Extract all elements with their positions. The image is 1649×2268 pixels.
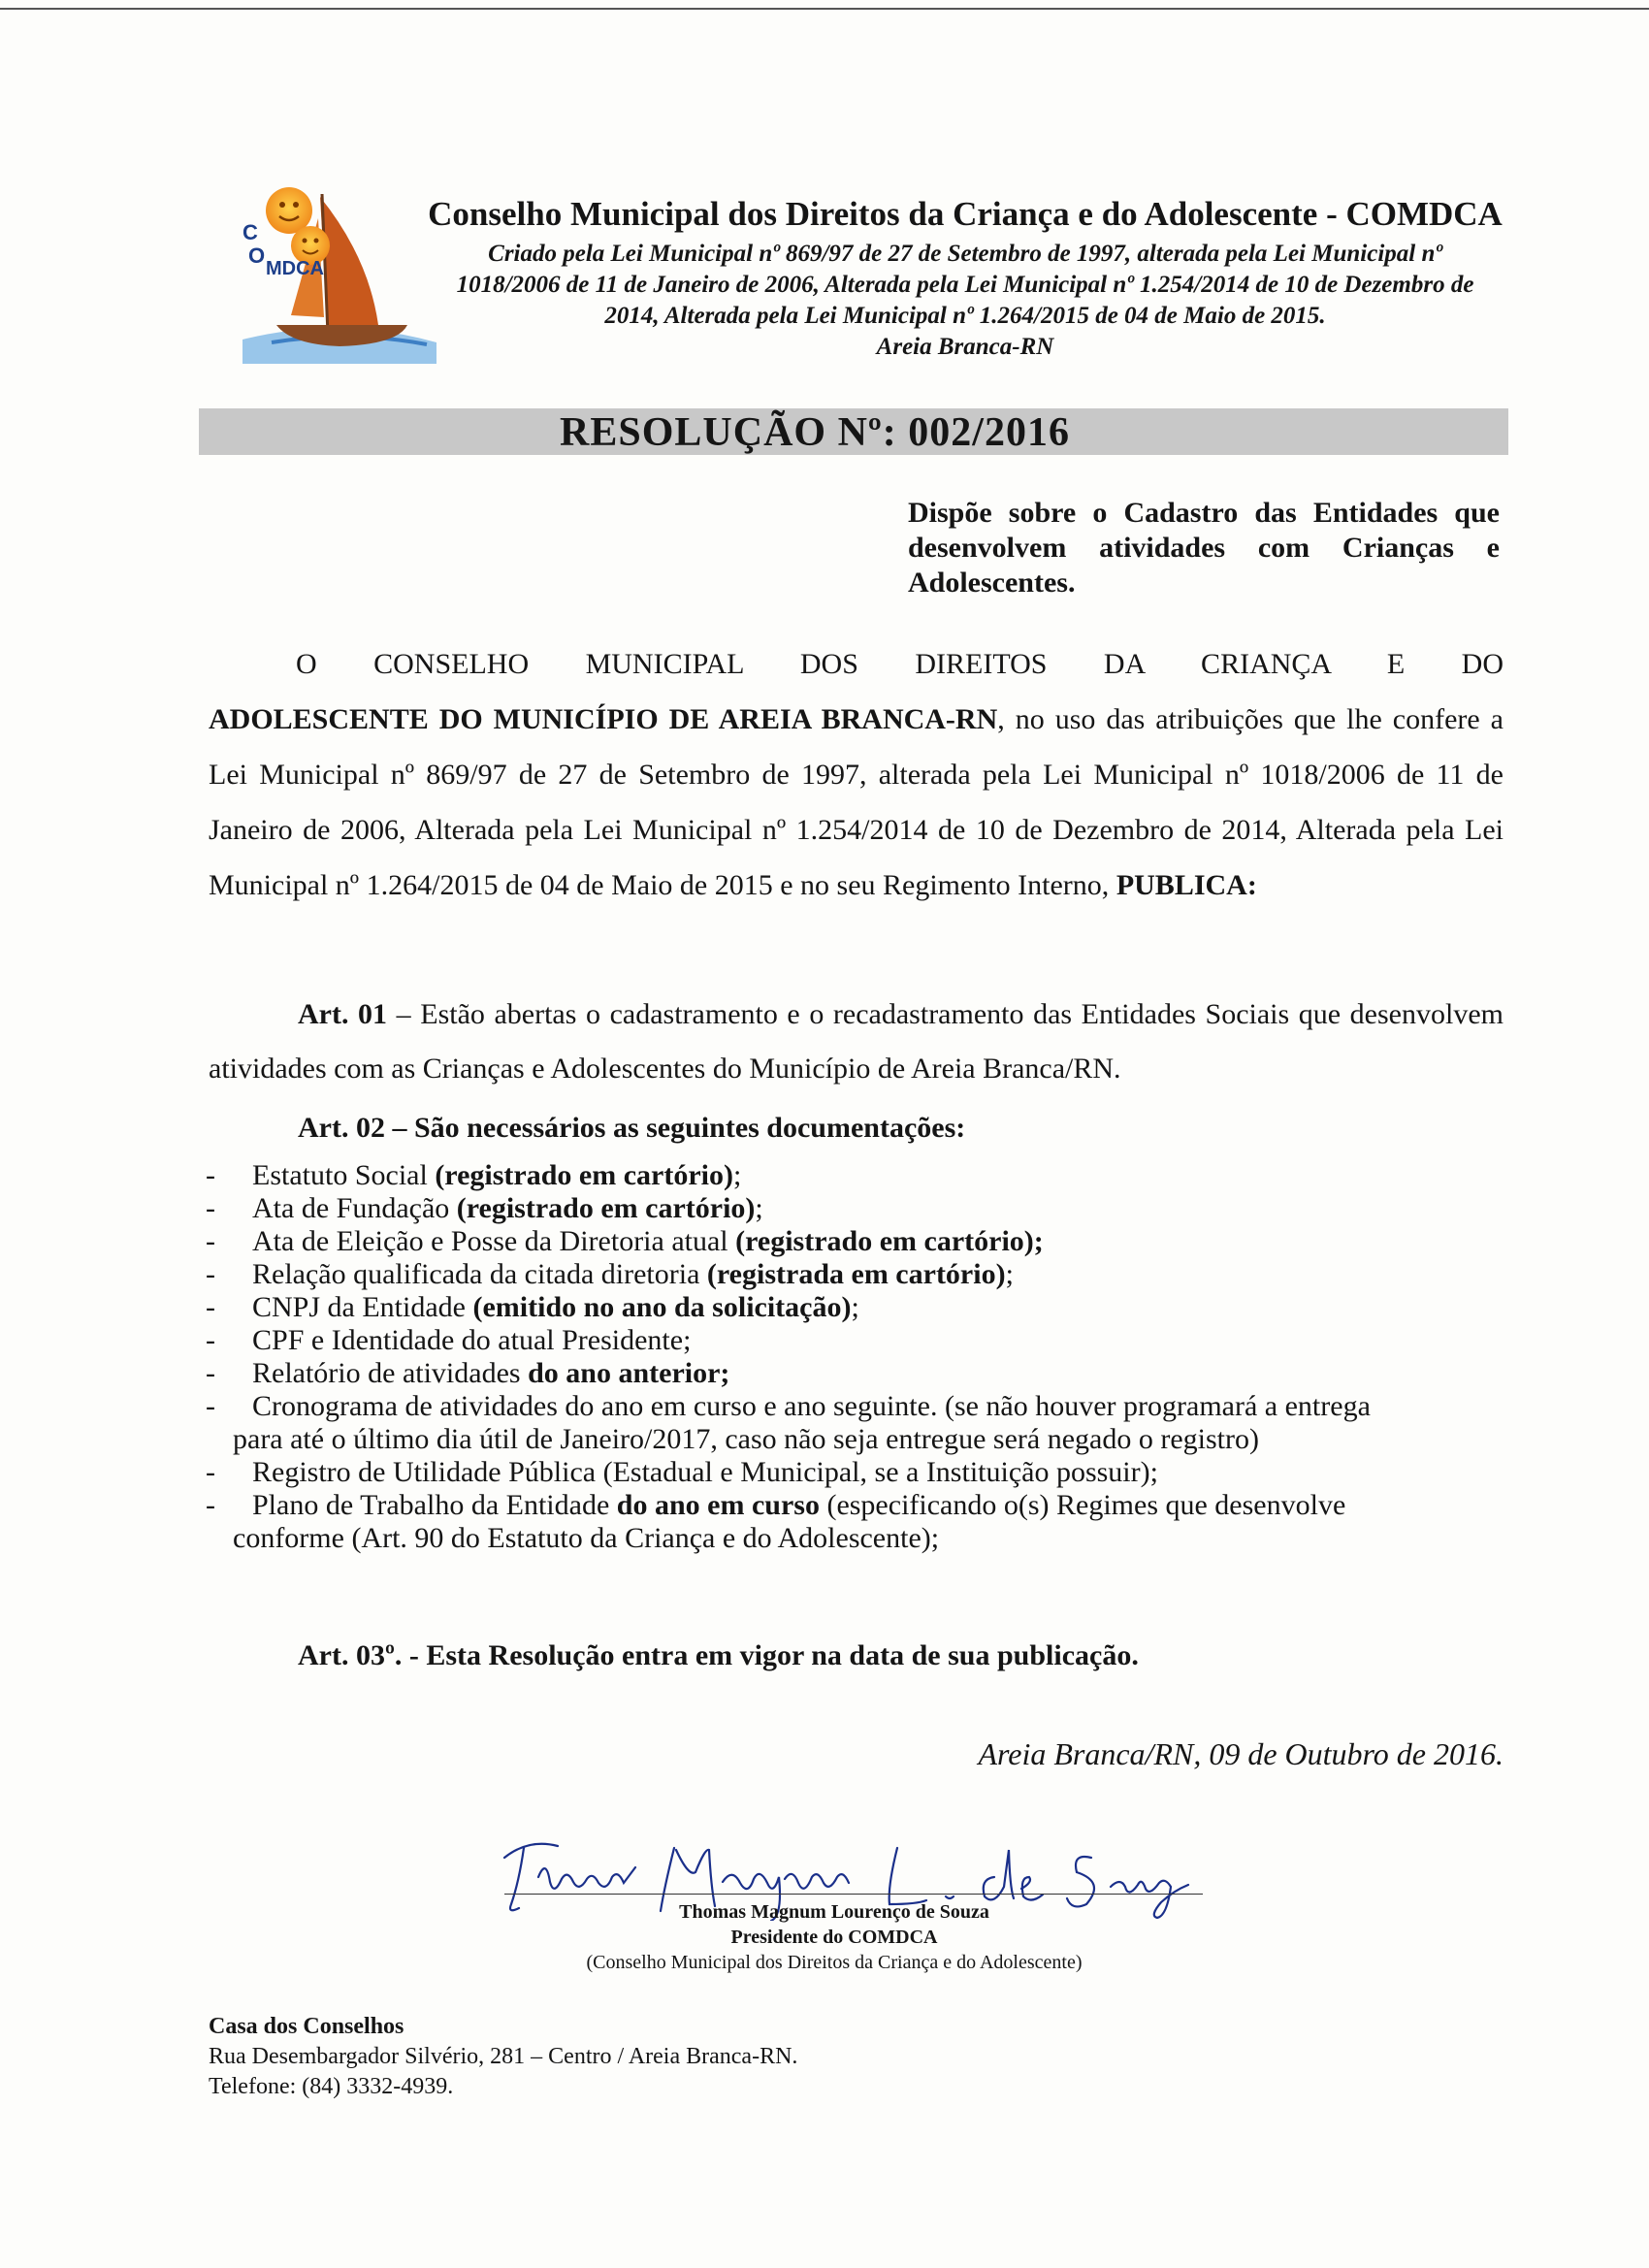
intro-first-line: O CONSELHO MUNICIPAL DOS DIREITOS DA CRIANÇA E DO bbox=[296, 648, 1504, 680]
signer-name: Thomas Magnum Lourenço de Souza bbox=[679, 1901, 989, 1923]
intro-body bbox=[209, 692, 1504, 913]
intro-publica: PUBLICA: bbox=[1116, 869, 1257, 901]
organization-name: Conselho Municipal dos Direitos da Criança e do Adolescente - COMDCA bbox=[428, 195, 1503, 233]
signer-role: Presidente do COMDCA bbox=[730, 1927, 938, 1948]
law-reference: Criado pela Lei Municipal nº 869/97 de 27 de Setembro de 1997, alterada pela Lei Municipal nº 1018/2006 de 11 de Janeiro de 2006, Alterada pela Lei Municipal nº 1.254/2014 de 10 de Dezembro de 2014, Alterada pela Lei Municipal nº 1.264/2015 de 04 de Maio de 2015. bbox=[456, 241, 1474, 329]
svg-text:MDCA: MDCA bbox=[266, 258, 324, 279]
resolution-title-bar bbox=[199, 408, 1508, 455]
list-item: - Ata de Eleição e Posse da Diretoria atual (registrado em cartório); bbox=[206, 1225, 1044, 1257]
intro-rest: , no uso das atribuições que lhe confere a Lei Municipal nº 869/97 de 27 de Setembro de 1997, alterada pela Lei Municipal nº 1018/2006 de 11 de Janeiro de 2006, Alterada pela Lei Municipal nº 1.254/2014 de 10 de Dezembro de 2014, Alterada pela Lei Municipal nº 1.264/2015 de 04 de Maio de 2015 e no seu Regimento Interno, bbox=[209, 703, 1504, 901]
signature-line bbox=[504, 1894, 1203, 1895]
article-01 bbox=[209, 988, 1504, 1096]
list-item: - Estatuto Social (registrado em cartório); bbox=[206, 1159, 742, 1191]
intro-bold-part: ADOLESCENTE DO MUNICÍPIO DE AREIA BRANCA-RN bbox=[209, 703, 998, 735]
footer-phone: Telefone: (84) 3332-4939. bbox=[209, 2074, 454, 2099]
resolution-ementa: Dispõe sobre o Cadastro das Entidades que desenvolvem atividades com Crianças e Adolescentes. bbox=[908, 497, 1500, 599]
article-01-text: – Estão abertas o cadastramento e o recadastramento das Entidades Sociais que desenvolvem atividades com as Crianças e Adolescentes do Município de Areia Branca/RN. bbox=[209, 998, 1504, 1085]
document-header bbox=[407, 194, 1523, 363]
list-item: - CNPJ da Entidade (emitido no ano da solicitação); bbox=[206, 1291, 859, 1323]
list-item: - Cronograma de atividades do ano em curso e ano seguinte. (se não houver programará a entrega para até o último dia útil de Janeiro/2017, caso não seja entregue será negado o registro) bbox=[206, 1390, 1371, 1455]
footer-title: Casa dos Conselhos bbox=[209, 2014, 404, 2039]
documents-list bbox=[206, 1159, 1510, 1555]
signer-organization: (Conselho Municipal dos Direitos da Criança e do Adolescente) bbox=[586, 1952, 1083, 1973]
intro-paragraph bbox=[209, 636, 1504, 913]
article-01-label: Art. 01 bbox=[298, 998, 388, 1030]
list-item: - Plano de Trabalho da Entidade do ano em curso (especificando o(s) Regimes que desenvolve conforme (Art. 90 do Estatuto da Criança e do Adolescente); bbox=[206, 1489, 1346, 1554]
top-border-line bbox=[0, 8, 1649, 10]
list-item: - Relatório de atividades do ano anterior; bbox=[206, 1357, 730, 1389]
list-item: - Ata de Fundação (registrado em cartório); bbox=[206, 1192, 763, 1224]
signer-block bbox=[543, 1899, 1125, 1975]
svg-text:C: C bbox=[242, 220, 258, 244]
footer-street: Rua Desembargador Silvério, 281 – Centro / Areia Branca-RN. bbox=[209, 2044, 798, 2069]
svg-text:O: O bbox=[248, 243, 266, 268]
place-date: Areia Branca/RN, 09 de Outubro de 2016. bbox=[978, 1736, 1504, 1771]
resolution-title: RESOLUÇÃO Nº: 002/2016 bbox=[560, 410, 1070, 455]
article-03: Art. 03º. - Esta Resolução entra em vigor na data de sua publicação. bbox=[298, 1639, 1139, 1671]
list-item: - Registro de Utilidade Pública (Estadual e Municipal, se a Instituição possuir); bbox=[206, 1456, 1158, 1488]
footer-address bbox=[209, 2012, 797, 2102]
city-name: Areia Branca-RN bbox=[876, 334, 1054, 360]
list-item: - CPF e Identidade do atual Presidente; bbox=[206, 1324, 692, 1356]
list-item: - Relação qualificada da citada diretoria (registrada em cartório); bbox=[206, 1258, 1014, 1290]
article-02-heading: Art. 02 – São necessários as seguintes documentações: bbox=[298, 1112, 966, 1144]
